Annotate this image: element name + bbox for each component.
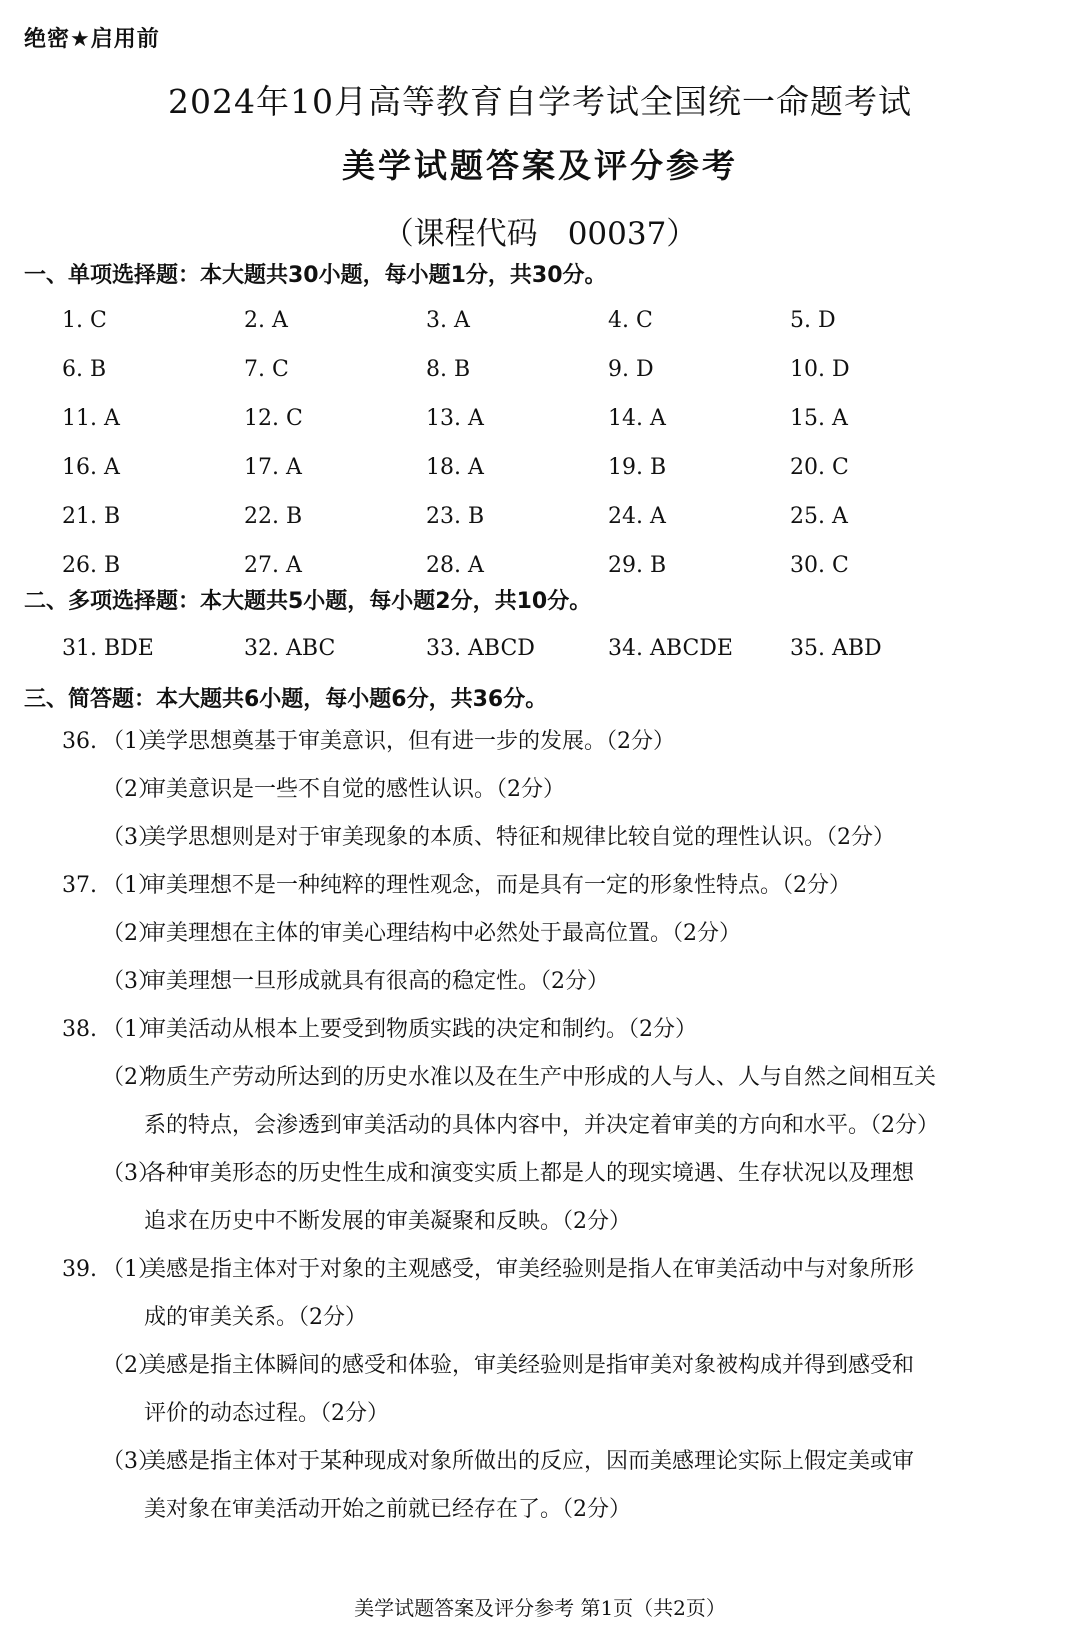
point-number: （2） [102, 1353, 160, 1378]
answer-cell: 24. A [608, 504, 666, 529]
point-text-continuation: 成的审美关系。（2分） [144, 1305, 367, 1330]
answer-cell: 28. A [426, 553, 484, 578]
answer-point [62, 1438, 1062, 1486]
point-text-continuation: 追求在历史中不断发展的审美凝聚和反映。（2分） [144, 1209, 631, 1234]
answer-point [62, 1006, 1062, 1054]
answer-cell: 14. A [608, 406, 666, 431]
answer-row [62, 453, 982, 502]
answer-cell: 19. B [608, 455, 667, 480]
answer-point [62, 1054, 1062, 1102]
point-text: 美感是指主体对于对象的主观感受，审美经验则是指人在审美活动中与对象所形 [144, 1257, 915, 1282]
point-text-continuation: 系的特点，会渗透到审美活动的具体内容中，并决定着审美的方向和水平。（2分） [144, 1113, 939, 1138]
answer-cell: 13. A [426, 406, 484, 431]
point-text: 各种审美形态的历史性生成和演变实质上都是人的现实境遇、生存状况以及理想 [144, 1161, 915, 1186]
answer-cell: 1. C [62, 308, 107, 333]
answer-cell: 30. C [790, 553, 849, 578]
answer-cell: 35. ABD [790, 636, 882, 661]
answer-cell: 34. ABCDE [608, 636, 733, 661]
answer-cell: 3. A [426, 308, 470, 333]
section-heading-short-answer: 三、简答题：本大题共6小题，每小题6分，共36分。 [24, 687, 548, 712]
answer-row [62, 502, 982, 551]
answer-cell: 8. B [426, 357, 471, 382]
point-number: （1） [102, 729, 160, 754]
point-text: 审美意识是一些不自觉的感性认识。（2分） [144, 777, 565, 802]
answer-cell: 20. C [790, 455, 849, 480]
answer-cell: 16. A [62, 455, 120, 480]
answer-point [62, 766, 1062, 814]
answer-cell: 18. A [426, 455, 484, 480]
answer-cell: 5. D [790, 308, 836, 333]
question-number: 38. [62, 1017, 97, 1042]
answer-row [62, 306, 982, 355]
section-heading-multiple-choice: 二、多项选择题：本大题共5小题，每小题2分，共10分。 [24, 589, 592, 614]
answer-cell: 27. A [244, 553, 302, 578]
point-text: 美感是指主体对于某种现成对象所做出的反应，因而美感理论实际上假定美或审 [144, 1449, 915, 1474]
answer-cell: 4. C [608, 308, 653, 333]
short-answer-list [62, 718, 1062, 1534]
point-number: （2） [102, 921, 160, 946]
point-number: （3） [102, 825, 160, 850]
answer-cell: 23. B [426, 504, 485, 529]
answer-cell: 22. B [244, 504, 303, 529]
point-text: 美学思想则是对于审美现象的本质、特征和规律比较自觉的理性认识。（2分） [144, 825, 895, 850]
point-number: （2） [102, 777, 160, 802]
answer-cell: 2. A [244, 308, 288, 333]
answer-cell: 25. A [790, 504, 848, 529]
answer-point [62, 1342, 1062, 1390]
answer-cell: 32. ABC [244, 636, 336, 661]
document-title: 美学试题答案及评分参考 [342, 146, 738, 185]
question-number: 36. [62, 729, 97, 754]
confidential-label: 绝密★启用前 [24, 27, 160, 52]
course-code-value: 00037） [567, 216, 698, 252]
point-number: （3） [102, 969, 160, 994]
point-text: 审美理想一旦形成就具有很高的稳定性。（2分） [144, 969, 609, 994]
point-number: （3） [102, 1449, 160, 1474]
answer-cell: 10. D [790, 357, 850, 382]
page-footer: 美学试题答案及评分参考 第1页（共2页） [354, 1596, 726, 1620]
exam-title: 2024年10月高等教育自学考试全国统一命题考试 [168, 82, 912, 121]
answer-point [62, 910, 1062, 958]
point-text-continuation: 美对象在审美活动开始之前就已经存在了。（2分） [144, 1497, 631, 1522]
answer-cell: 21. B [62, 504, 121, 529]
answer-point [62, 814, 1062, 862]
answer-cell: 29. B [608, 553, 667, 578]
answer-row [62, 634, 982, 683]
point-text: 审美活动从根本上要受到物质实践的决定和制约。（2分） [144, 1017, 697, 1042]
answer-row [62, 355, 982, 404]
answer-point [62, 718, 1062, 766]
answer-cell: 33. ABCD [426, 636, 535, 661]
multiple-choice-answers [62, 634, 982, 683]
answer-cell: 31. BDE [62, 636, 154, 661]
point-number: （3） [102, 1161, 160, 1186]
question-number: 39. [62, 1257, 97, 1282]
point-number: （1） [102, 1257, 160, 1282]
course-code-label: （课程代码 [382, 216, 538, 252]
answer-cell: 26. B [62, 553, 121, 578]
point-text: 美学思想奠基于审美意识，但有进一步的发展。（2分） [144, 729, 675, 754]
answer-cell: 6. B [62, 357, 107, 382]
answer-point [62, 958, 1062, 1006]
answer-cell: 11. A [62, 406, 120, 431]
answer-cell: 15. A [790, 406, 848, 431]
point-number: （1） [102, 873, 160, 898]
answer-point [62, 862, 1062, 910]
answer-cell: 9. D [608, 357, 654, 382]
point-number: （1） [102, 1017, 160, 1042]
answer-point [62, 1150, 1062, 1198]
course-code [0, 208, 1080, 253]
answer-cell: 17. A [244, 455, 302, 480]
answer-row [62, 404, 982, 453]
point-number: （2） [102, 1065, 160, 1090]
point-text-continuation: 评价的动态过程。（2分） [144, 1401, 389, 1426]
point-text: 审美理想不是一种纯粹的理性观念，而是具有一定的形象性特点。（2分） [144, 873, 851, 898]
point-text: 物质生产劳动所达到的历史水准以及在生产中形成的人与人、人与自然之间相互关 [144, 1065, 937, 1090]
answer-point [62, 1246, 1062, 1294]
answer-cell: 12. C [244, 406, 303, 431]
section-heading-single-choice: 一、单项选择题：本大题共30小题，每小题1分，共30分。 [24, 263, 607, 288]
point-text: 美感是指主体瞬间的感受和体验，审美经验则是指审美对象被构成并得到感受和 [144, 1353, 915, 1378]
single-choice-answers [62, 306, 982, 600]
answer-cell: 7. C [244, 357, 289, 382]
question-number: 37. [62, 873, 97, 898]
point-text: 审美理想在主体的审美心理结构中必然处于最高位置。（2分） [144, 921, 741, 946]
